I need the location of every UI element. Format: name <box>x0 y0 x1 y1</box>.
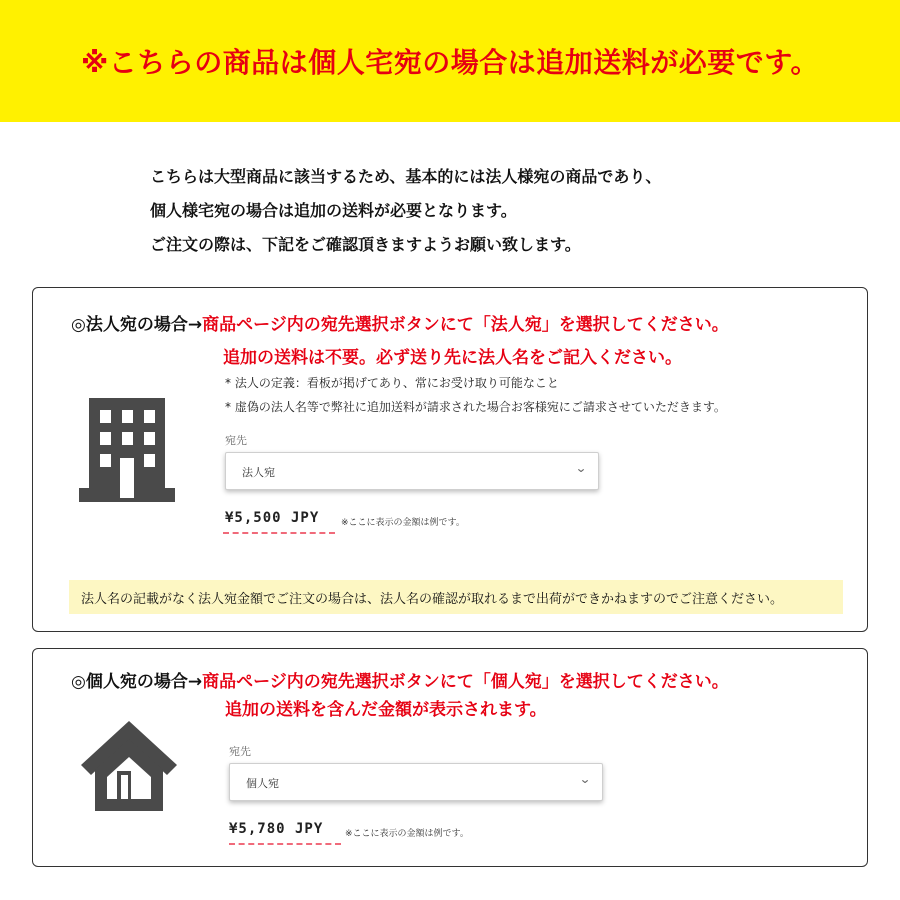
chevron-down-icon: ⌄ <box>578 772 592 786</box>
intro-line: 個人様宅宛の場合は追加の送料が必要となります。 <box>150 201 517 220</box>
building-icon <box>79 396 175 502</box>
price-underline <box>223 532 335 534</box>
intro-line: ご注文の際は、下記をご確認頂きますようお願い致します。 <box>150 235 581 254</box>
personal-card <box>32 648 868 867</box>
destination-select[interactable] <box>225 452 599 490</box>
price-note: ※ここに表示の金額は例です。 <box>341 518 465 528</box>
personal-heading-lead: ◎個人宛の場合→ <box>71 672 203 692</box>
corporate-card <box>32 287 868 632</box>
intro-text <box>150 160 790 262</box>
corporate-line2: 追加の送料は不要。必ず送り先に法人名をご記入ください。 <box>223 348 682 368</box>
corporate-heading-instruction: 商品ページ内の宛先選択ボタンにて「法人宛」を選択してください。 <box>202 315 729 335</box>
notice-banner <box>0 0 900 122</box>
select-value: 個人宛 <box>246 777 279 790</box>
destination-select[interactable] <box>229 763 603 801</box>
select-value: 法人宛 <box>242 466 275 479</box>
destination-label: 宛先 <box>229 745 251 758</box>
price-display: ¥5,500 JPY <box>225 510 320 526</box>
warning-box <box>69 580 843 614</box>
house-icon <box>77 715 181 813</box>
chevron-down-icon: ⌄ <box>574 461 588 475</box>
corporate-note: * 虚偽の法人名等で弊社に追加送料が請求された場合お客様宛にご請求させていただきます。 <box>225 400 726 414</box>
personal-line2: 追加の送料を含んだ金額が表示されます。 <box>225 700 547 720</box>
corporate-note: * 法人の定義：看板が掲げてあり、常にお受け取り可能なこと <box>225 376 559 390</box>
destination-label: 宛先 <box>225 434 247 447</box>
personal-heading-instruction: 商品ページ内の宛先選択ボタンにて「個人宛」を選択してください。 <box>202 672 729 692</box>
banner-text: ※こちらの商品は個人宅宛の場合は追加送料が必要です。 <box>81 46 819 79</box>
warning-text: 法人名の記載がなく法人宛金額でご注文の場合は、法人名の確認が取れるまで出荷ができかねますのでご注意ください。 <box>81 591 784 607</box>
corporate-heading <box>71 310 729 335</box>
corporate-heading-lead: ◎法人宛の場合→ <box>71 315 203 335</box>
personal-heading <box>71 667 729 692</box>
price-display: ¥5,780 JPY <box>229 821 324 837</box>
price-note: ※ここに表示の金額は例です。 <box>345 829 469 839</box>
price-underline <box>229 843 341 845</box>
intro-line: こちらは大型商品に該当するため、基本的には法人様宛の商品であり、 <box>150 167 662 186</box>
